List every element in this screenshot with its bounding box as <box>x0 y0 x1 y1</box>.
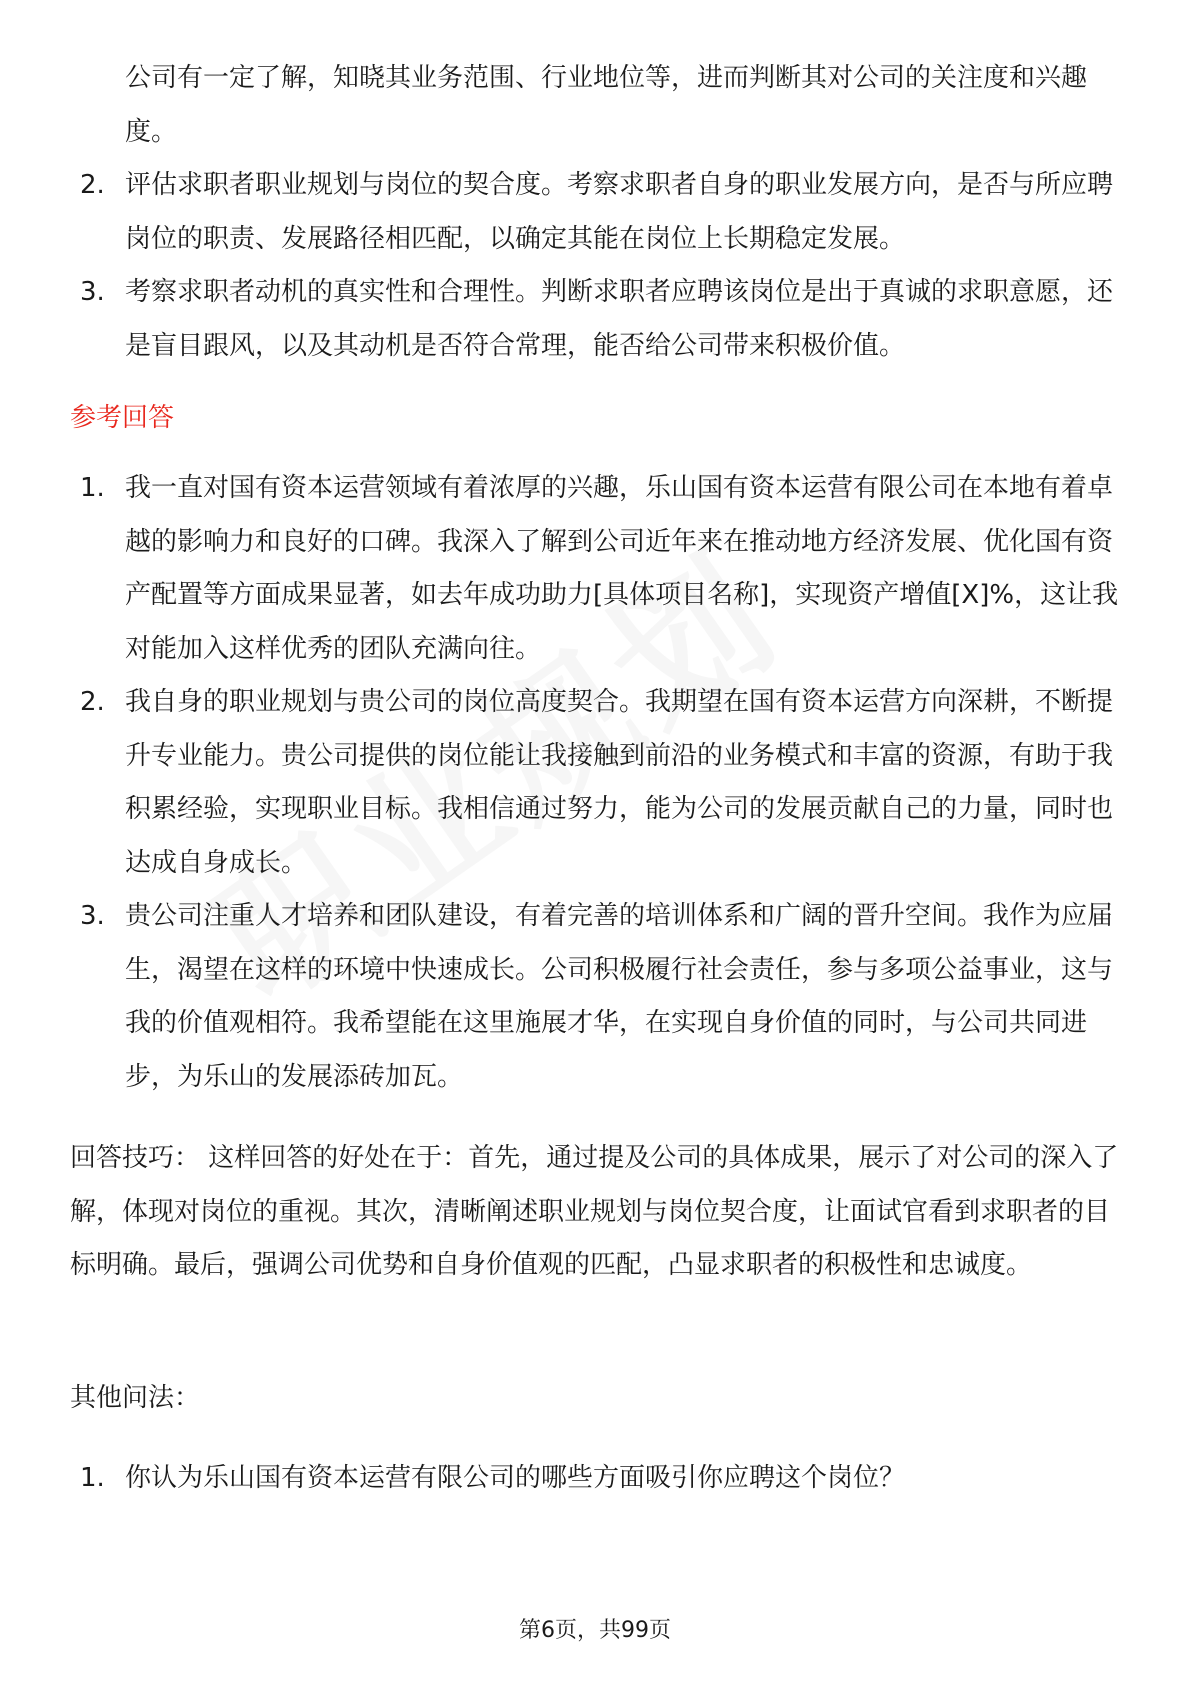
reference-heading: 参考回答 <box>70 403 175 433</box>
item-text: 考察求职者动机的真实性和合理性。判断求职者应聘该岗位是出于真诚的求职意愿，还是盲目跟风，以及其动机是否符合常理，能否给公司带来积极价值。 <box>125 277 1114 361</box>
page-footer: 第6页，共99页 <box>519 1618 671 1643</box>
item-number: 3. <box>80 901 105 931</box>
intro-list <box>80 52 1130 373</box>
item-number: 3. <box>80 277 105 307</box>
list-item <box>80 52 1130 159</box>
item-text: 我自身的职业规划与贵公司的岗位高度契合。我期望在国有资本运营方向深耕，不断提升专业能力。贵公司提供的岗位能让我接触到前沿的业务模式和丰富的资源，有助于我积累经验，实现职业目标。我相信通过努力，能为公司的发展贡献自己的力量，同时也达成自身成长。 <box>125 687 1114 878</box>
reference-list <box>80 462 1130 1104</box>
list-item <box>80 676 1130 890</box>
other-list <box>80 1452 1130 1506</box>
tips-paragraph: 回答技巧： 这样回答的好处在于：首先，通过提及公司的具体成果，展示了对公司的深入了解，体现对岗位的重视。其次，清晰阐述职业规划与岗位契合度，让面试官看到求职者的目标明确。最后，强调公司优势和自身价值观的匹配，凸显求职者的积极性和忠诚度。 <box>70 1143 1119 1280</box>
item-number: 2. <box>80 687 105 717</box>
item-text: 你认为乐山国有资本运营有限公司的哪些方面吸引你应聘这个岗位？ <box>125 1463 906 1493</box>
item-number: 1. <box>80 473 105 503</box>
item-text: 公司有一定了解，知晓其业务范围、行业地位等，进而判断其对公司的关注度和兴趣度。 <box>125 63 1088 147</box>
list-item <box>80 159 1130 266</box>
item-number: 1. <box>80 1463 105 1493</box>
item-text: 贵公司注重人才培养和团队建设，有着完善的培训体系和广阔的晋升空间。我作为应届生，渴望在这样的环境中快速成长。公司积极履行社会责任，参与多项公益事业，这与我的价值观相符。我希望能在这里施展才华，在实现自身价值的同时，与公司共同进步，为乐山的发展添砖加瓦。 <box>125 901 1114 1092</box>
list-item <box>80 890 1130 1104</box>
other-heading: 其他问法： <box>70 1383 201 1413</box>
item-text: 评估求职者职业规划与岗位的契合度。考察求职者自身的职业发展方向，是否与所应聘岗位的职责、发展路径相匹配，以确定其能在岗位上长期稳定发展。 <box>125 170 1114 254</box>
list-item <box>80 1452 1130 1506</box>
item-number: 2. <box>80 170 105 200</box>
list-item <box>80 462 1130 676</box>
list-item <box>80 266 1130 373</box>
item-text: 我一直对国有资本运营领域有着浓厚的兴趣，乐山国有资本运营有限公司在本地有着卓越的影响力和良好的口碑。我深入了解到公司近年来在推动地方经济发展、优化国有资产配置等方面成果显著，如去年成功助力[具体项目名称]，实现资产增值[X]%，这让我对能加入这样优秀的团队充满向往。 <box>125 473 1119 664</box>
